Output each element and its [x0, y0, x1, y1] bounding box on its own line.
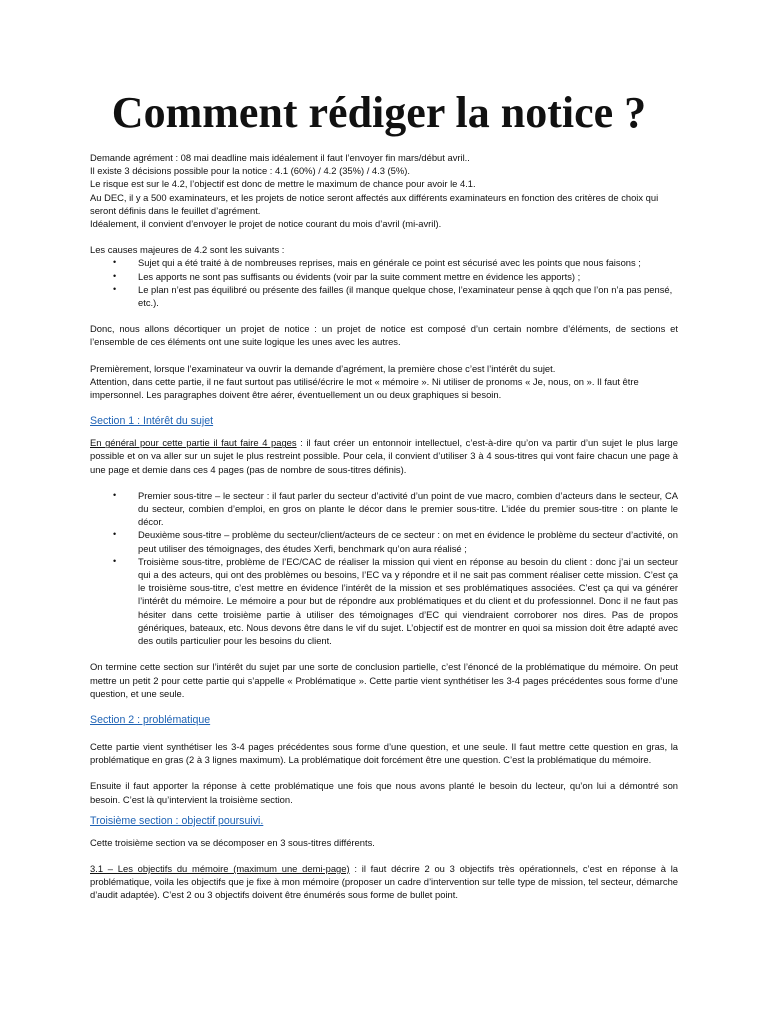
document-page: [90, 0, 678, 902]
section-1-bullets: [90, 489, 678, 647]
intro-line: Au DEC, il y a 500 examinateurs, et les projets de notice seront affectés aux différents examinateurs en fonction des critères de choix qui seront définis dans le feuillet d’agrément.: [90, 191, 659, 216]
page-title: Comment rédiger la notice ?: [111, 88, 647, 137]
list-item: • Les apports ne sont pas suffisants ou évidents (voir par la suite comment mettre en évidence les apports) ;: [90, 270, 678, 283]
section-2-paragraph: Cette partie vient synthétiser les 3-4 pages précédentes sous forme d’une question, et une seule. Il faut mettre cette question en gras, la problématique en gras (2 à 3 lignes maximum). La problématique doit forcément être une question. C’est la problématique du mémoire.: [90, 740, 678, 766]
section-1-lead-underlined: En général pour cette partie il faut faire 4 pages: [90, 437, 297, 449]
intro-line: Demande agrément : 08 mai deadline mais idéalement il faut l’envoyer fin mars/début avril..: [90, 152, 470, 163]
intro-line: Idéalement, il convient d’envoyer le projet de notice courant du mois d’avril (mi-avril).: [90, 218, 442, 230]
list-item: • Premier sous-titre – le secteur : il faut parler du secteur d’activité d’un point de vue macro, combien d’acteurs dans le secteur, CA du secteur, combien d’emploi, en gros on plante le décor dans le premier sous-titre. L’idée du premier sous-titre : on plante le décor.: [90, 489, 678, 529]
section-1-heading: Section 1 : Intérêt du sujet: [90, 415, 214, 428]
intro-line: Le risque est sur le 4.2, l’objectif est donc de mettre le maximum de chance pour avoir le 4.1.: [90, 178, 476, 190]
section-2-paragraph: Ensuite il faut apporter la réponse à cette problématique une fois que nous avons planté le besoin du lecteur, qu’on lui a démontré son besoin. C’est là qu’intervient la troisième section.: [90, 780, 678, 805]
intro-block: [90, 151, 678, 230]
section-2-heading: Section 2 : problématique: [90, 713, 211, 726]
paragraph-attention: Attention, dans cette partie, il ne faut surtout pas utilisé/écrire le mot « mémoire ». Ni utiliser de pronoms « Je, nous, on ». Il faut être impersonnel. Les paragraphes doivent être aérer, éventuellement un ou deux graphiques si besoin.: [90, 375, 639, 401]
section-3-lead-rest: : il faut décrire 2 ou 3 objectifs très opérationnels, c’est en réponse à la problématique, voila les objectifs que je fixe à mon mémoire (proposer un cadre d’intervention sur telle type de mission, tel secteur, démarche d’audit adaptée). C’est 2 ou 3 objectifs doivent être énumérés sous forme de bullet point.: [90, 862, 679, 901]
paragraph-donc: Donc, nous allons décortiquer un projet de notice : un projet de notice est composé d’un certain nombre d’éléments, de sections et l’ensemble de ces éléments ont une suite logique les unes avec les autres.: [90, 323, 678, 348]
list-item: • Troisième sous-titre, problème de l’EC/CAC de réaliser la mission qui vient en réponse au besoin du client : donc j’ai un secteur qui a des acteurs, qui ont des problèmes ou besoins, l’EC va y répondre et il ne sait pas comment réaliser cette mission. C’est ça le troisième sous-titre, c’est mettre en évidence l’intérêt de la mission et ses problématiques associées. C’est ça qui va générer l’intérêt du mémoire. Le mémoire a pour but de répondre aux problématiques et du client et du professionnel. Donc il ne faut pas hésiter dans cette troisième partie à utiliser des témoignages d’EC qui viendraient corroborer nos dires. Pas de propos génériques, bateaux, etc. Nous devons être dans le vif du sujet. L’objectif est de montrer en quoi sa mission doit être adapté avec des outils particulier pour les besoins du client.: [90, 555, 678, 647]
section-1-lead: [90, 436, 678, 476]
section-3-heading: Troisième section : objectif poursuivi.: [90, 814, 264, 827]
list-item: • Deuxième sous-titre – problème du secteur/client/acteurs de ce secteur : on met en évidence le problème du secteur d’activité, on peut utiliser des témoignages, des études Xerfi, benchmark qu’on aura réalisé ;: [90, 528, 678, 554]
section-1-conclusion: On termine cette section sur l’intérêt du sujet par une sorte de conclusion partielle, c’est l’énoncé de la problématique du mémoire. On peut mettre un petit 2 pour cette partie qui s’appelle « Problématique ». Cette partie vient synthétiser les 3-4 pages précédentes sous forme d’une question, et une seule.: [90, 661, 678, 699]
paragraph-premierement: Premièrement, lorsque l’examinateur va ouvrir la demande d’agrément, la première chose c’est l’intérêt du sujet.: [90, 362, 556, 374]
intro-line: Il existe 3 décisions possible pour la notice : 4.1 (60%) / 4.2 (35%) / 4.3 (5%).: [90, 165, 410, 177]
list-item: • Le plan n’est pas équilibré ou présente des failles (il manque quelque chose, l’examinateur pense à qqch que l’on n’a pas pensé, etc.).: [90, 283, 678, 309]
section-3-paragraph: Cette troisième section va se décomposer en 3 sous-titres différents.: [90, 836, 375, 848]
causes-heading: Les causes majeures de 4.2 sont les suivants :: [90, 244, 285, 256]
causes-list: [90, 256, 678, 309]
section-3-lead-underlined: 3.1 – Les objectifs du mémoire (maximum une demi-page): [90, 862, 350, 874]
section-3-lead: [90, 862, 678, 902]
section-1-lead-rest: : il faut créer un entonnoir intellectuel, c’est-à-dire qu’on va partir d’un sujet le plus large possible et on va aller sur un sujet le plus restreint possible. Pour cela, il convient d’utiliser 3 à 4 sous-titres qui vont faire chacun une page à une page et demie dans ces 4 pages (pas de nombre de sous-titres définis).: [90, 437, 678, 475]
list-item: • Sujet qui a été traité à de nombreuses reprises, mais en générale ce point est sécurisé avec les points que nous faisons ;: [90, 256, 678, 269]
